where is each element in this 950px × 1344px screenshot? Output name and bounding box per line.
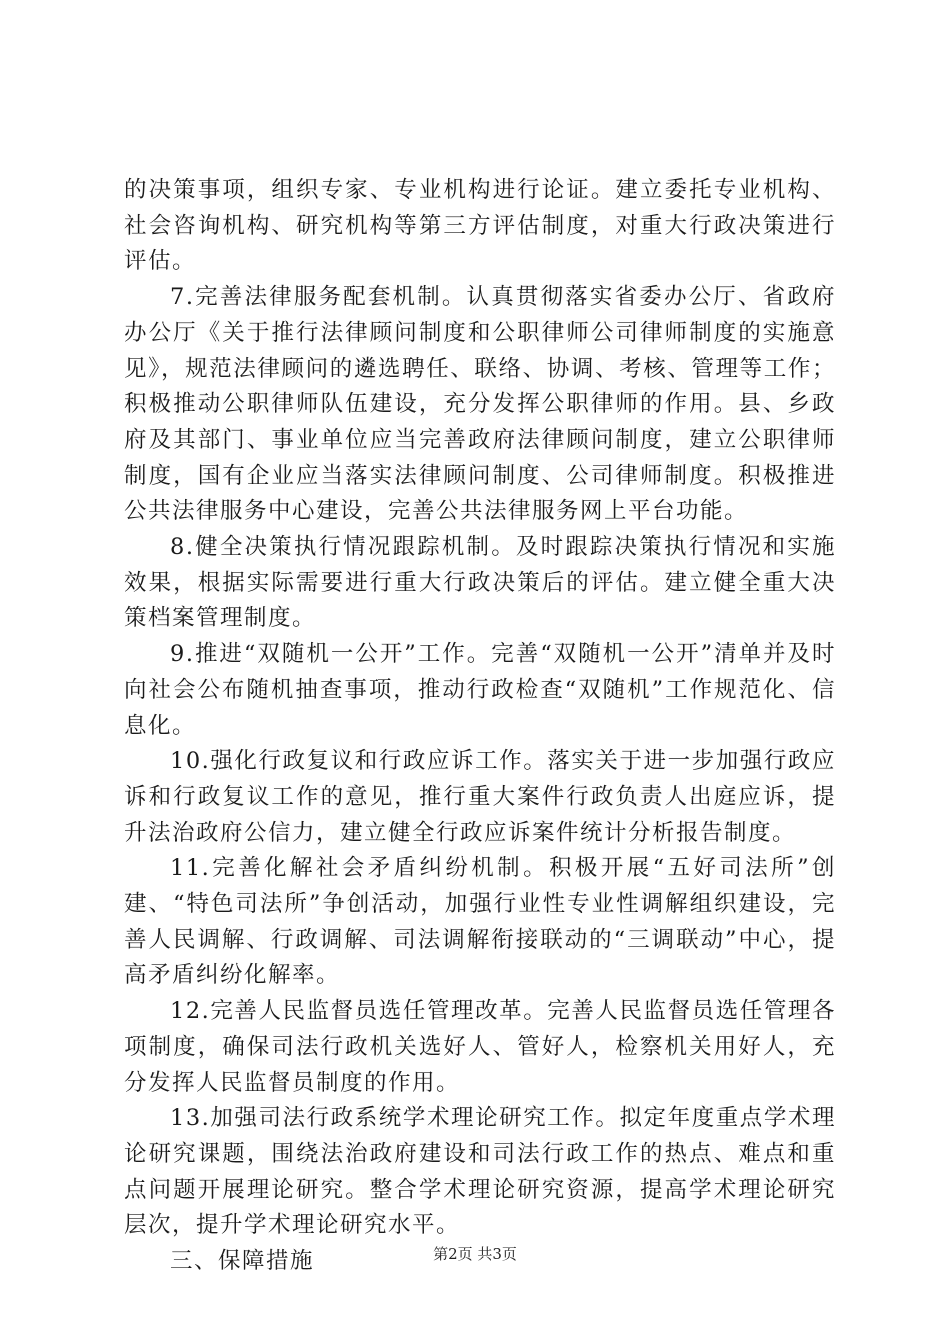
paragraph-item-9: 9.推进“双随机一公开”工作。完善“双随机一公开”清单并及时向社会公布随机抽查事项，推动行政检查“双随机”工作规范化、信息化。 bbox=[124, 641, 836, 739]
section-heading: 三、保障措施 bbox=[170, 1248, 315, 1275]
paragraph-item-11: 11.完善化解社会矛盾纠纷机制。积极开展“五好司法所”创建、“特色司法所”争创活动，加强行业性专业性调解组织建设，完善人民调解、行政调解、司法调解衔接联动的“三调联动”中心，提高矛盾纠纷化解率。 bbox=[124, 855, 836, 989]
page-footer bbox=[0, 1244, 950, 1264]
paragraph-continuation: 的决策事项，组织专家、专业机构进行论证。建立委托专业机构、社会咨询机构、研究机构等第三方评估制度，对重大行政决策进行评估。 bbox=[124, 177, 836, 275]
paragraph-item-8: 8.健全决策执行情况跟踪机制。及时跟踪决策执行情况和实施效果，根据实际需要进行重大行政决策后的评估。建立健全重大决策档案管理制度。 bbox=[124, 534, 836, 632]
document-body bbox=[124, 173, 836, 1280]
page-indicator: 第2页 共3页 bbox=[433, 1245, 517, 1263]
paragraph-item-7: 7.完善法律服务配套机制。认真贯彻落实省委办公厅、省政府办公厅《关于推行法律顾问制度和公职律师公司律师制度的实施意见》，规范法律顾问的遴选聘任、联络、协调、考核、管理等工作；积极推动公职律师队伍建设，充分发挥公职律师的作用。县、乡政府及其部门、事业单位应当完善政府法律顾问制度，建立公职律师制度，国有企业应当落实法律顾问制度、公司律师制度。积极推进公共法律服务中心建设，完善公共法律服务网上平台功能。 bbox=[124, 284, 836, 525]
paragraph-item-12: 12.完善人民监督员选任管理改革。完善人民监督员选任管理各项制度，确保司法行政机关选好人、管好人，检察机关用好人，充分发挥人民监督员制度的作用。 bbox=[124, 998, 836, 1096]
paragraph-item-13: 13.加强司法行政系统学术理论研究工作。拟定年度重点学术理论研究课题，围绕法治政府建设和司法行政工作的热点、难点和重点问题开展理论研究。整合学术理论研究资源，提高学术理论研究层次，提升学术理论研究水平。 bbox=[124, 1105, 836, 1239]
paragraph-item-10: 10.强化行政复议和行政应诉工作。落实关于进一步加强行政应诉和行政复议工作的意见，推行重大案件行政负责人出庭应诉，提升法治政府公信力，建立健全行政应诉案件统计分析报告制度。 bbox=[124, 748, 836, 846]
